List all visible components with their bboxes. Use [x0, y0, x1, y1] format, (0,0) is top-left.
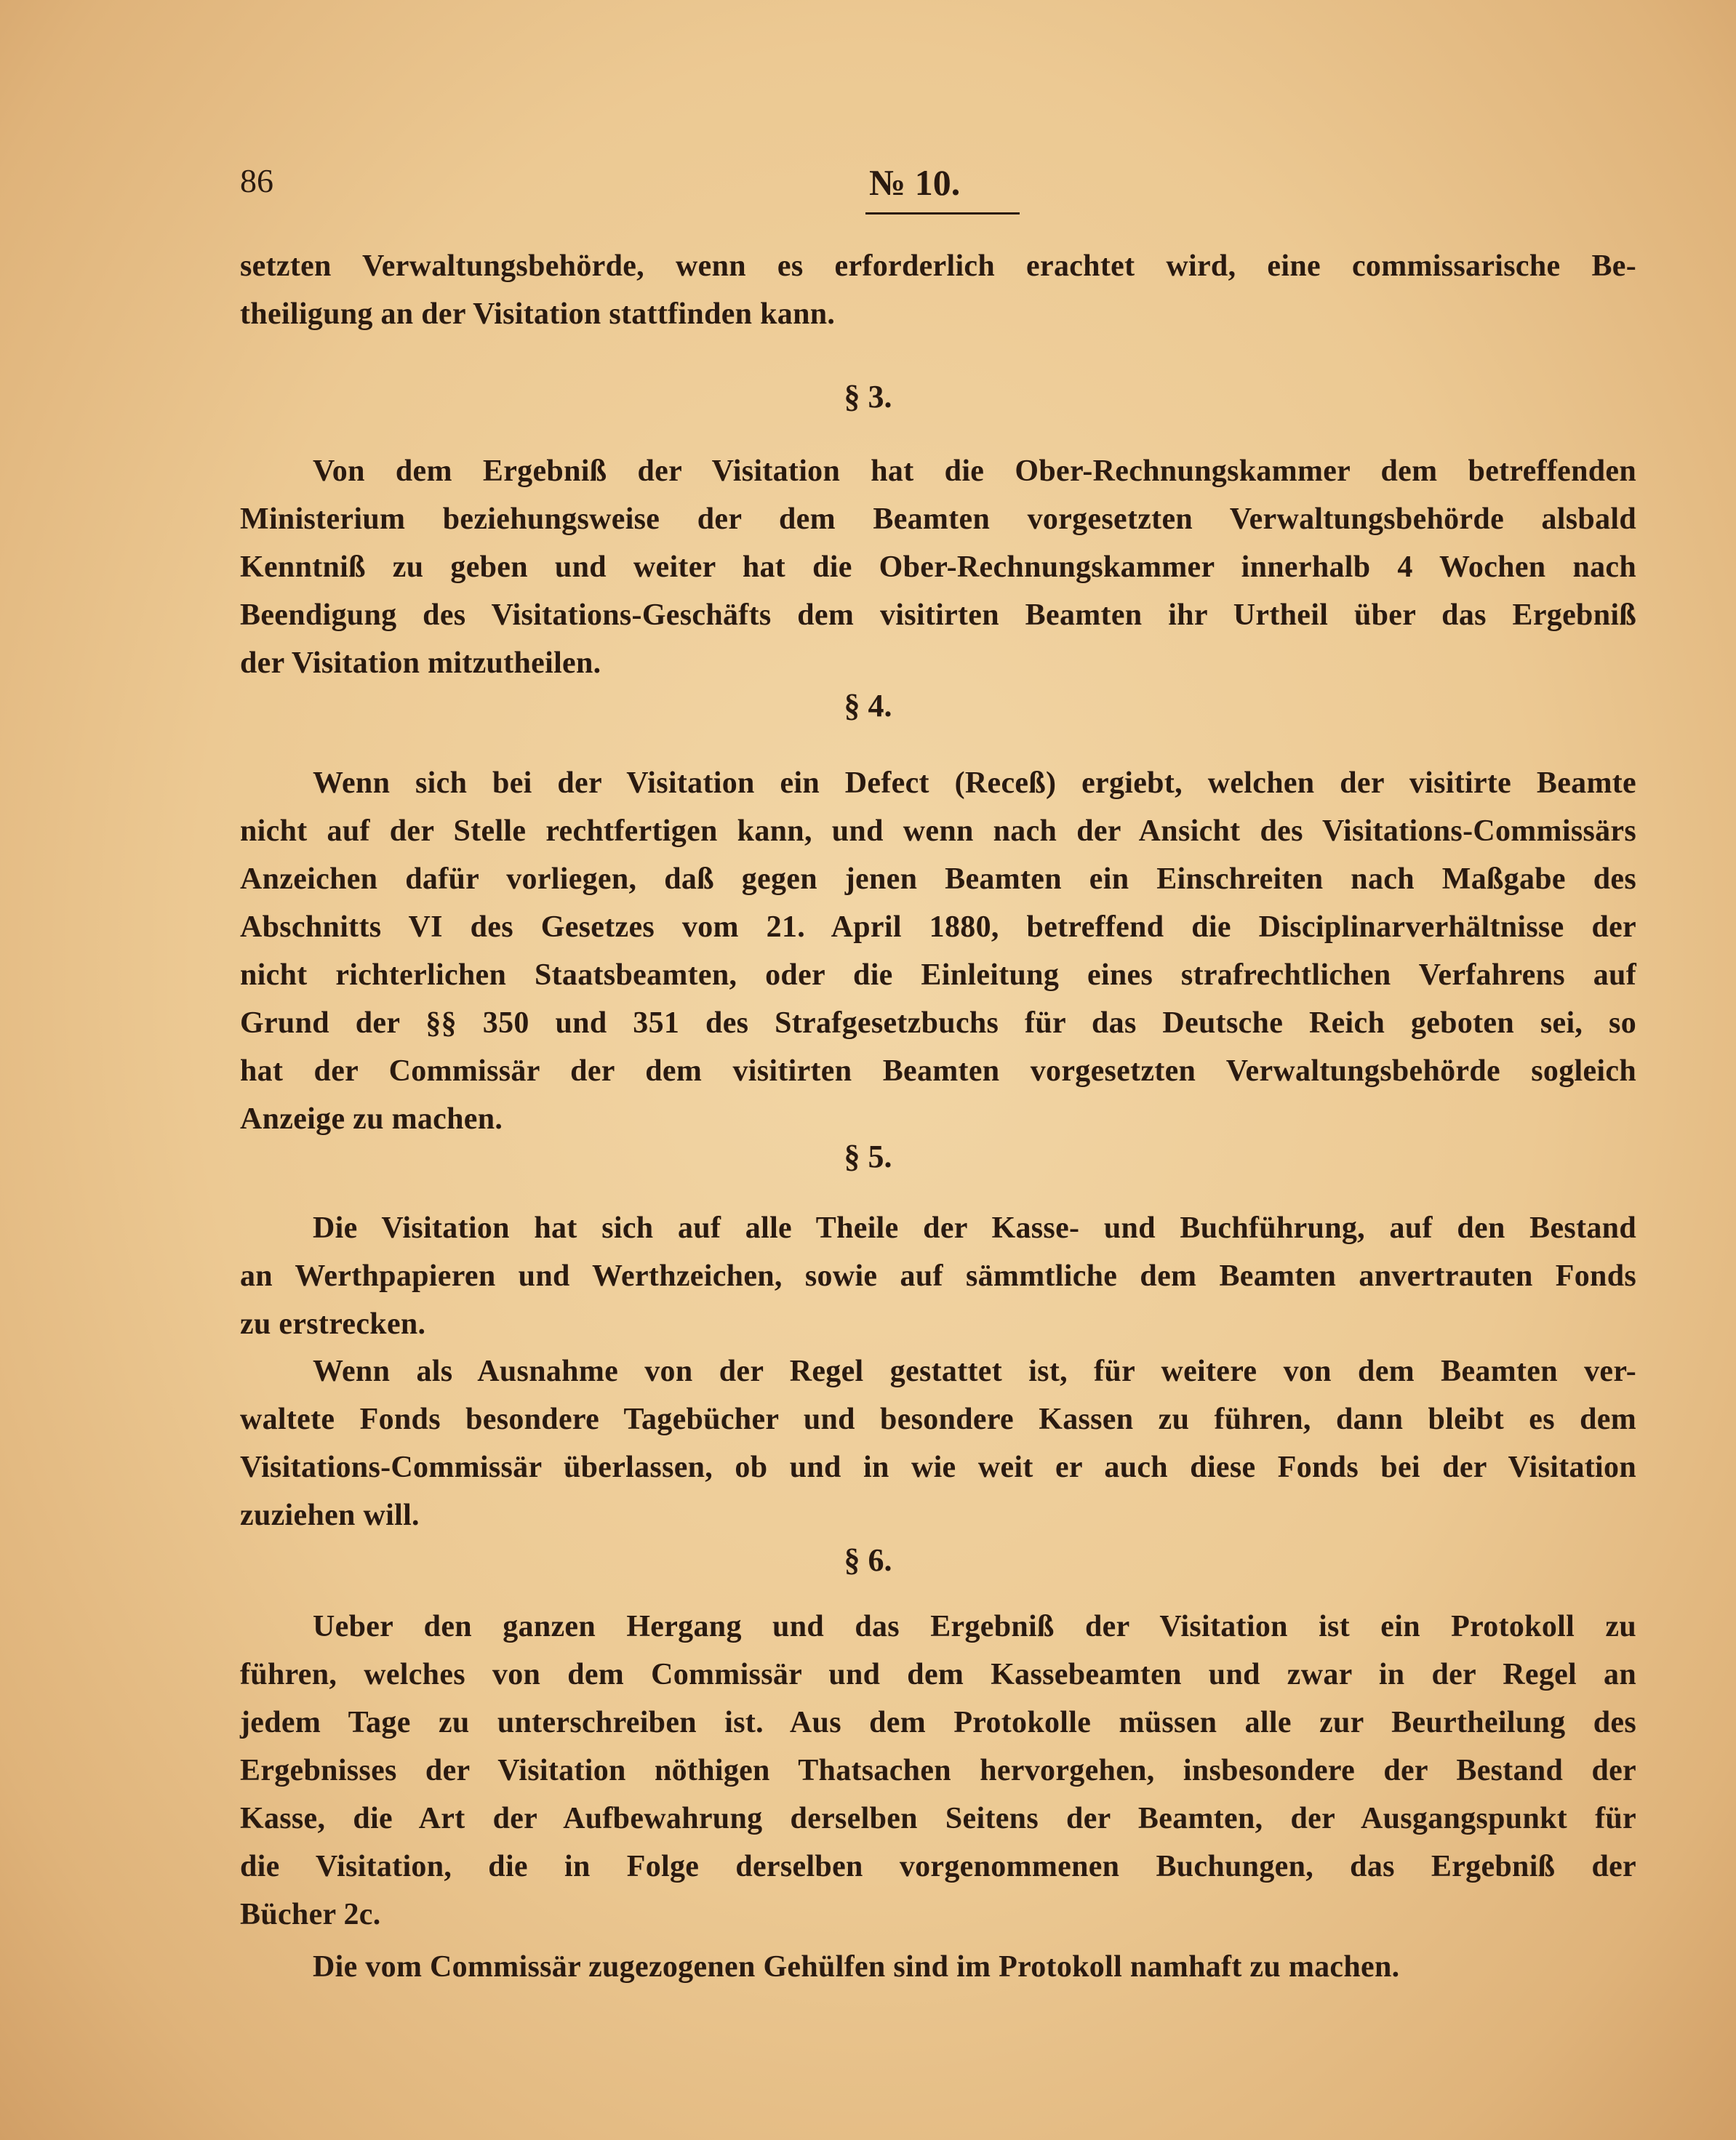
header-underline	[865, 212, 1020, 215]
text-line: jedem Tage zu unterschreiben ist. Aus dem Protokolle müssen alle zur Beurtheilung des	[240, 1706, 1636, 1739]
text-line: Bücher 2c.	[240, 1898, 381, 1931]
section-heading: § 6.	[844, 1542, 892, 1578]
text-line: theiligung an der Visitation stattfinden kann.	[240, 297, 836, 331]
section-heading: § 3.	[844, 379, 892, 414]
text-line: hat der Commissär der dem visitirten Beamten vorgesetzten Verwaltungsbehörde sogleich	[240, 1054, 1636, 1088]
text-line: nicht auf der Stelle rechtfertigen kann, und wenn nach der Ansicht des Visitations-Commissärs	[240, 814, 1636, 848]
text-line: Wenn als Ausnahme von der Regel gestattet ist, für weitere von dem Beamten ver-	[313, 1355, 1636, 1388]
text-line: zuziehen will.	[240, 1499, 420, 1532]
page-number: 86	[240, 162, 273, 199]
text-line: Anzeige zu machen.	[240, 1102, 503, 1136]
paragraph	[240, 1204, 1636, 1348]
text-line: Grund der §§ 350 und 351 des Strafgesetzbuchs für das Deutsche Reich geboten sei, so	[240, 1006, 1636, 1040]
document-number: № 10.	[869, 162, 961, 203]
text-line: zu erstrecken.	[240, 1307, 426, 1341]
text-line: Ueber den ganzen Hergang und das Ergebniß der Visitation ist ein Protokoll zu	[313, 1610, 1636, 1643]
paragraph	[240, 447, 1636, 687]
paragraph	[240, 759, 1636, 1143]
text-line: Die vom Commissär zugezogenen Gehülfen sind im Protokoll namhaft zu machen.	[313, 1950, 1400, 1984]
text-line: der Visitation mitzutheilen.	[240, 646, 601, 680]
text-line: Kasse, die Art der Aufbewahrung derselben Seitens der Beamten, der Ausgangspunkt für	[240, 1802, 1636, 1835]
text-line: die Visitation, die in Folge derselben vorgenommenen Buchungen, das Ergebniß der	[240, 1850, 1636, 1883]
paragraph	[240, 242, 1636, 338]
text-line: führen, welches von dem Commissär und dem Kassebeamten und zwar in der Regel an	[240, 1658, 1636, 1691]
section-heading: § 5.	[844, 1139, 892, 1174]
text-line: Ergebnisses der Visitation nöthigen Thatsachen hervorgehen, insbesondere der Bestand der	[240, 1754, 1636, 1787]
text-line: Die Visitation hat sich auf alle Theile der Kasse- und Buchführung, auf den Bestand	[313, 1211, 1636, 1245]
paragraph	[240, 1603, 1636, 1939]
text-line: setzten Verwaltungsbehörde, wenn es erforderlich erachtet wird, eine commissarische Be-	[240, 249, 1636, 283]
text-line: Anzeichen dafür vorliegen, daß gegen jenen Beamten ein Einschreiten nach Maßgabe des	[240, 862, 1636, 896]
text-line: Ministerium beziehungsweise der dem Beamten vorgesetzten Verwaltungsbehörde alsbald	[240, 502, 1636, 536]
text-line: Wenn sich bei der Visitation ein Defect (Receß) ergiebt, welchen der visitirte Beamte	[313, 766, 1636, 800]
text-line: Kenntniß zu geben und weiter hat die Ober-Rechnungskammer innerhalb 4 Wochen nach	[240, 550, 1636, 584]
text-line: Abschnitts VI des Gesetzes vom 21. April 1880, betreffend die Disciplinarverhältnisse der	[240, 910, 1636, 944]
text-line: nicht richterlichen Staatsbeamten, oder die Einleitung eines strafrechtlichen Verfahrens auf	[240, 958, 1636, 992]
text-line: waltete Fonds besondere Tagebücher und besondere Kassen zu führen, dann bleibt es dem	[240, 1403, 1636, 1436]
text-line: Von dem Ergebniß der Visitation hat die Ober-Rechnungskammer dem betreffenden	[313, 454, 1636, 488]
text-line: an Werthpapieren und Werthzeichen, sowie auf sämmtliche dem Beamten anvertrauten Fonds	[240, 1259, 1636, 1293]
text-line: Visitations-Commissär überlassen, ob und in wie weit er auch diese Fonds bei der Visitation	[240, 1451, 1636, 1484]
section-heading: § 4.	[844, 688, 892, 724]
paragraph	[240, 1347, 1636, 1539]
text-line: Beendigung des Visitations-Geschäfts dem visitirten Beamten ihr Urtheil über das Ergebniß	[240, 598, 1636, 632]
paragraph	[240, 1943, 1636, 1991]
